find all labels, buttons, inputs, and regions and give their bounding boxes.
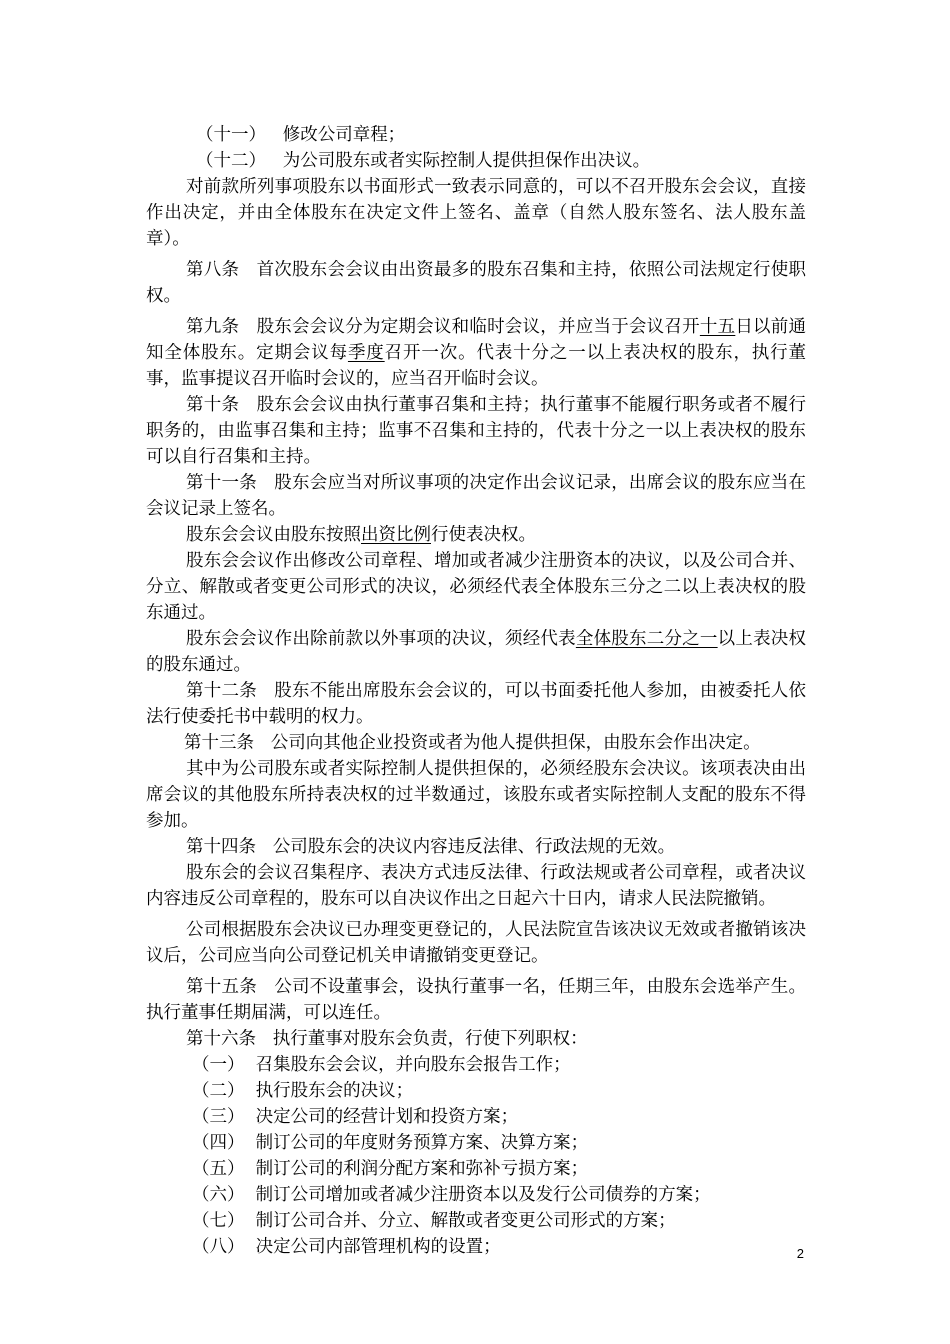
voting-rights-text-b: 行使表决权。 xyxy=(431,525,536,545)
voting-rights-text-a: 股东会会议由股东按照 xyxy=(186,525,361,545)
paragraph-article-8: 第八条 首次股东会会议由出资最多的股东召集和主持，依照公司法规定行使职权。 xyxy=(146,260,806,306)
ordinary-resolution-threshold: 全体股东二分之一 xyxy=(575,629,718,649)
paragraph-unanimous-consent: 对前款所列事项股东以书面形式一致表示同意的，可以不召开股东会会议，直接作出决定，并由全体股东在决定文件上签名、盖章（自然人股东签名、法人股东盖章）。 xyxy=(146,177,806,249)
paragraph-article-16: 第十六条 执行董事对股东会负责，行使下列职权： xyxy=(186,1029,588,1049)
paragraph-article-13: 第十三条 公司向其他企业投资或者为他人提供担保，由股东会作出决定。 xyxy=(184,733,761,753)
list-item-7: （七） 制订公司合并、分立、解散或者变更公司形式的方案； xyxy=(192,1211,676,1231)
paragraph-item-12: （十二） 为公司股东或者实际控制人提供担保作出决议。 xyxy=(196,151,651,171)
paragraph-article-12: 第十二条 股东不能出席股东会会议的，可以书面委托他人参加，由被委托人依法行使委托书中载明的权力。 xyxy=(146,681,806,727)
article-9-notice-days: 十五 xyxy=(699,317,736,337)
paragraph-change-registration: 公司根据股东会决议已办理变更登记的，人民法院宣告该决议无效或者撤销该决议后，公司应当向公司登记机关申请撤销变更登记。 xyxy=(146,920,806,966)
voting-rights-basis: 出资比例 xyxy=(361,525,431,545)
paragraph-article-9 xyxy=(146,314,806,392)
paragraph-article-11: 第十一条 股东会应当对所议事项的决定作出会议记录，出席会议的股东应当在会议记录上签名。 xyxy=(146,473,806,519)
page-number: 2 xyxy=(796,1246,804,1261)
list-item-1: （一） 召集股东会会议，并向股东会报告工作； xyxy=(192,1055,571,1075)
document-body xyxy=(146,122,806,1260)
paragraph-article-10: 第十条 股东会会议由执行董事召集和主持；执行董事不能履行职务或者不履行职务的，由监事召集和主持；监事不召集和主持的，代表十分之一以上表决权的股东可以自行召集和主持。 xyxy=(146,395,806,467)
ordinary-resolution-text-a: 股东会会议作出除前款以外事项的决议，须经代表 xyxy=(186,629,576,649)
paragraph-item-11: （十一） 修改公司章程； xyxy=(196,125,406,145)
paragraph-special-resolution: 股东会会议作出修改公司章程、增加或者减少注册资本的决议，以及公司合并、分立、解散或者变更公司形式的决议，必须经代表全体股东三分之二以上表决权的股东通过。 xyxy=(146,551,806,623)
ordinary-resolution-text-b: 以上表决权的股东通过。 xyxy=(146,629,807,675)
paragraph-voting-rights xyxy=(146,522,806,548)
list-item-2: （二） 执行股东会的决议； xyxy=(192,1081,414,1101)
paragraph-revocation: 股东会的会议召集程序、表决方式违反法律、行政法规或者公司章程，或者决议内容违反公司章程的，股东可以自决议作出之日起六十日内，请求人民法院撤销。 xyxy=(146,863,806,909)
paragraph-ordinary-resolution xyxy=(146,626,806,678)
article-9-meeting-period: 季度 xyxy=(347,343,385,363)
paragraph-article-14: 第十四条 公司股东会的决议内容违反法律、行政法规的无效。 xyxy=(186,837,676,857)
list-item-4: （四） 制订公司的年度财务预算方案、决算方案； xyxy=(192,1133,589,1153)
list-item-5: （五） 制订公司的利润分配方案和弥补亏损方案； xyxy=(192,1159,589,1179)
article-9-text-c: 召开一次。代表十分之一以上表决权的股东，执行董事，监事提议召开临时会议的，应当召开临时会议。 xyxy=(146,343,807,389)
list-item-8: （八） 决定公司内部管理机构的设置； xyxy=(192,1237,501,1257)
list-item-6: （六） 制订公司增加或者减少注册资本以及发行公司债券的方案； xyxy=(192,1185,711,1205)
paragraph-article-15: 第十五条 公司不设董事会，设执行董事一名，任期三年，由股东会选举产生。执行董事任期届满，可以连任。 xyxy=(146,977,806,1023)
article-9-text-a: 第九条 股东会会议分为定期会议和临时会议，并应当于会议召开 xyxy=(186,317,700,337)
list-item-3: （三） 决定公司的经营计划和投资方案； xyxy=(192,1107,519,1127)
paragraph-guarantee-resolution: 其中为公司股东或者实际控制人提供担保的，必须经股东会决议。该项表决由出席会议的其他股东所持表决权的过半数通过，该股东或者实际控制人支配的股东不得参加。 xyxy=(146,759,806,831)
article-9-text-b: 日以前通知全体股东。定期会议每 xyxy=(146,317,807,363)
